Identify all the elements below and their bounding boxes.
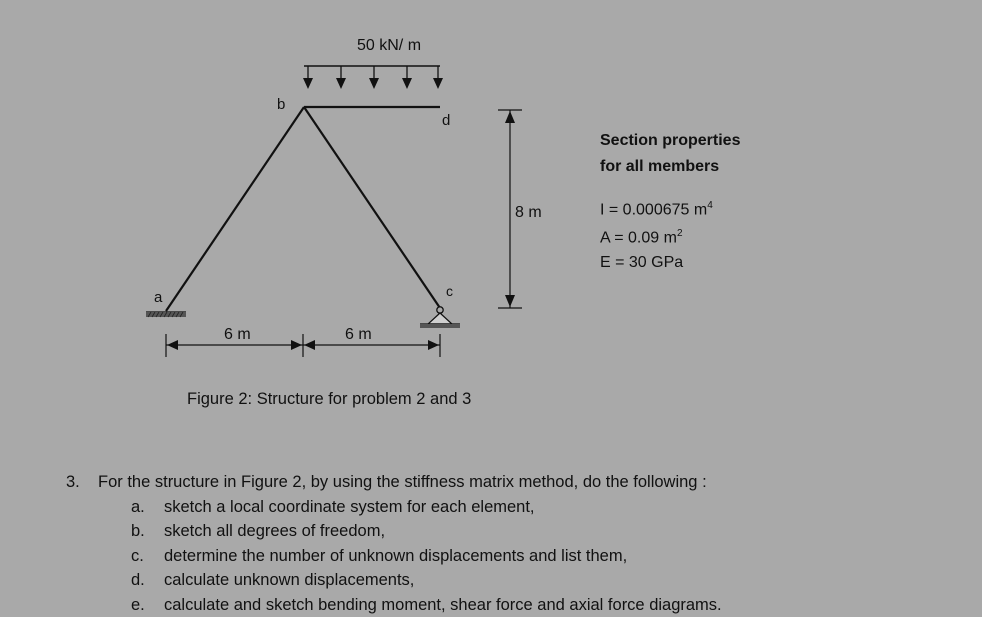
figure-caption: Figure 2: Structure for problem 2 and 3: [187, 390, 471, 409]
node-label-b: b: [277, 96, 285, 113]
node-label-d: d: [442, 112, 450, 129]
problem-item: e. calculate and sketch bending moment, shear force and axial force diagrams.: [131, 593, 966, 617]
problem-number: 3.: [66, 470, 98, 495]
problem-statement: [66, 470, 966, 617]
dimension-height: 8 m: [515, 204, 542, 221]
section-title-line1: Section properties: [600, 128, 740, 154]
problem-items: [66, 495, 966, 617]
problem-item: a. sketch a local coordinate system for each element,: [131, 495, 966, 520]
node-label-c: c: [446, 283, 453, 299]
moment-of-inertia: I = 0.000675 $m^4$: [600, 194, 740, 222]
area: A = 0.09 $m^2$: [600, 222, 740, 250]
node-label-a: a: [154, 289, 163, 306]
member-bc: [304, 107, 440, 308]
horizontal-dimension: [166, 334, 440, 357]
distributed-load: [303, 66, 443, 89]
fixed-support-a: [146, 312, 186, 317]
dimension-left: 6 m: [224, 326, 251, 343]
section-properties: [600, 128, 740, 275]
problem-item: b. sketch all degrees of freedom,: [131, 519, 966, 544]
member-ab: [166, 107, 304, 311]
elastic-modulus: E = 30 GPa: [600, 251, 740, 275]
load-label: 50 kN/ m: [357, 37, 421, 54]
problem-intro: For the structure in Figure 2, by using the stiffness matrix method, do the following :: [98, 470, 707, 495]
pin-support-c: [420, 307, 460, 328]
dimension-right: 6 m: [345, 326, 372, 343]
problem-item: c. determine the number of unknown displacements and list them,: [131, 544, 966, 569]
problem-item: d. calculate unknown displacements,: [131, 568, 966, 593]
section-title-line2: for all members: [600, 154, 740, 180]
